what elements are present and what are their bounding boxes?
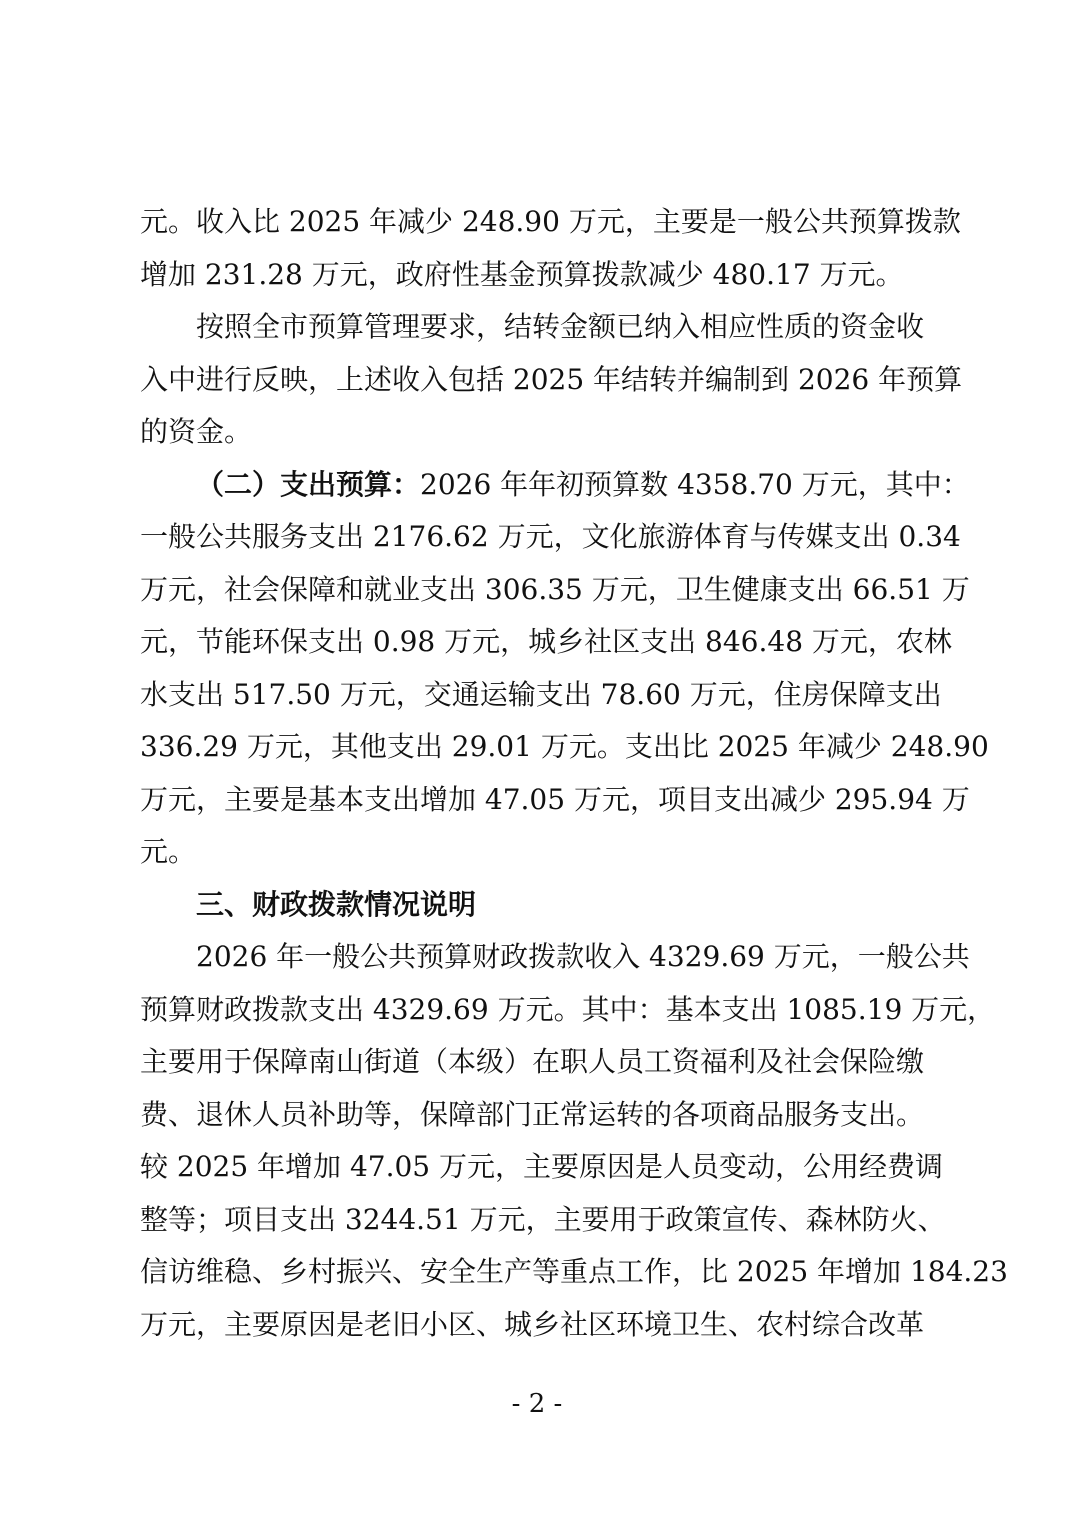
text-line: 一般公共服务支出 2176.62 万元，文化旅游体育与传媒支出 0.34 [140, 520, 961, 553]
text-line: 信访维稳、乡村振兴、安全生产等重点工作，比 2025 年增加 184.23 [140, 1255, 1008, 1288]
text-line [140, 459, 970, 512]
text-line: 按照全市预算管理要求，结转金额已纳入相应性质的资金收 [196, 310, 925, 343]
text-line: 主要用于保障南山街道（本级）在职人员工资福利及社会保险缴 [140, 1045, 925, 1078]
text-line: 元，节能环保支出 0.98 万元，城乡社区支出 846.48 万元，农林 [140, 625, 952, 658]
text-line: 预算财政拨款支出 4329.69 万元。其中：基本支出 1085.19 万元， [140, 992, 996, 1026]
text-line: 的资金。 [140, 415, 253, 448]
text-line: 元。收入比 2025 年减少 248.90 万元，主要是一般公共预算拨款 [140, 205, 961, 238]
text-line: 2026 年一般公共预算财政拨款收入 4329.69 万元，一般公共 [196, 940, 970, 973]
text-line: 较 2025 年增加 47.05 万元，主要原因是人员变动，公用经费调 [140, 1150, 944, 1183]
section-heading: 三、财政拨款情况说明 [196, 887, 477, 921]
text-line: 万元，社会保障和就业支出 306.35 万元，卫生健康支出 66.51 万 [140, 572, 970, 606]
text-line: 入中进行反映，上述收入包括 2025 年结转并编制到 2026 年预算 [140, 362, 963, 396]
text-line: 336.29 万元，其他支出 29.01 万元。支出比 2025 年减少 248.90 [140, 730, 989, 763]
document-body [140, 196, 1008, 1351]
text-line: 费、退休人员补助等，保障部门正常运转的各项商品服务支出。 [140, 1097, 925, 1131]
text-line: 万元，主要是基本支出增加 47.05 万元，项目支出减少 295.94 万 [140, 782, 970, 816]
text-line: 万元，主要原因是老旧小区、城乡社区环境卫生、农村综合改革 [140, 1307, 925, 1341]
text-run: 2026 年年初预算数 4358.70 万元，其中： [420, 467, 970, 501]
text-line: 水支出 517.50 万元，交通运输支出 78.60 万元，住房保障支出 [140, 677, 942, 711]
text-line: 整等；项目支出 3244.51 万元，主要用于政策宣传、森林防火、 [140, 1202, 946, 1236]
text-line: 元。 [140, 835, 197, 868]
subsection-heading: （二）支出预算： [196, 467, 421, 501]
page-number: - 2 - [511, 1389, 563, 1419]
text-line: 增加 231.28 万元，政府性基金预算拨款减少 480.17 万元。 [140, 257, 904, 291]
